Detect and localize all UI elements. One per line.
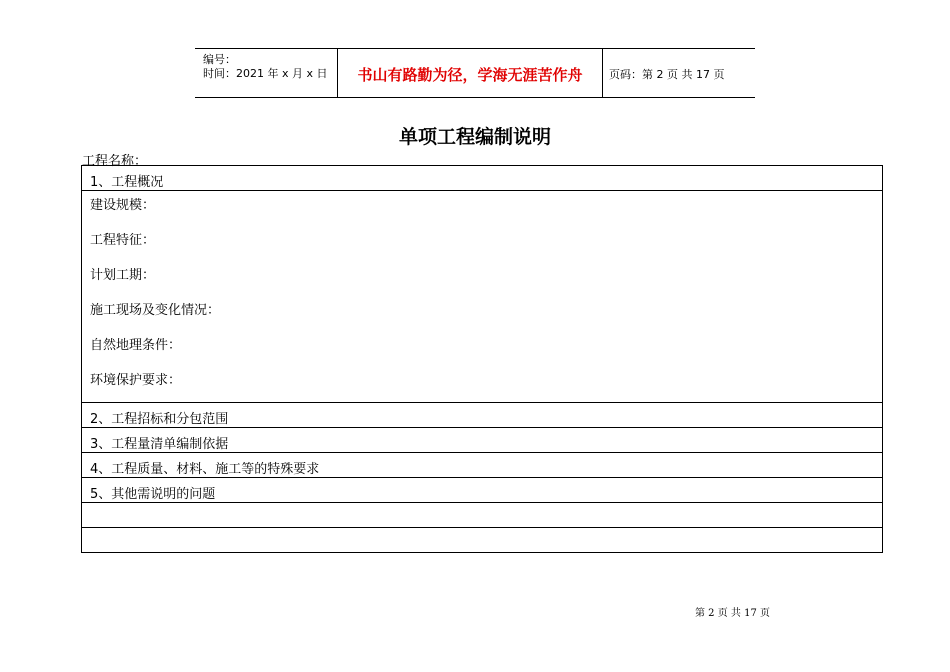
header-page-number: 页码：第 2 页 共 17 页	[609, 68, 725, 81]
header-motto-cell	[338, 49, 603, 97]
planned-duration-label: 计划工期：	[90, 268, 156, 283]
empty-row	[82, 528, 882, 552]
section-row-3	[82, 428, 882, 453]
section-3-heading: 3、工程量清单编制依据	[90, 437, 229, 452]
document-date-label: 时间：2021 年 x 月 x 日	[203, 67, 328, 80]
section-5-heading: 5、其他需说明的问题	[90, 487, 216, 502]
project-features-label: 工程特征：	[90, 233, 156, 248]
section-row-2	[82, 403, 882, 428]
description-table	[81, 165, 883, 553]
section-4-heading: 4、工程质量、材料、施工等的特殊要求	[90, 462, 320, 477]
section-row-1-body	[82, 191, 882, 403]
construction-scale-label: 建设规模：	[90, 198, 156, 213]
natural-geography-label: 自然地理条件：	[90, 338, 182, 353]
header-page-cell	[603, 49, 755, 97]
page-header	[195, 48, 755, 98]
header-motto: 书山有路勤为径，学海无涯苦作舟	[357, 66, 583, 84]
section-row-5	[82, 478, 882, 503]
section-row-1-heading	[82, 166, 882, 191]
document-number-label: 编号：	[203, 53, 236, 66]
section-row-4	[82, 453, 882, 478]
section-2-heading: 2、工程招标和分包范围	[90, 412, 229, 427]
page-title: 单项工程编制说明	[398, 126, 551, 148]
section-1-heading: 1、工程概况	[90, 175, 164, 190]
page-footer: 第 2 页 共 17 页	[695, 608, 770, 619]
site-conditions-label: 施工现场及变化情况：	[90, 303, 221, 318]
project-name-label: 工程名称：	[82, 154, 148, 169]
header-info-cell	[195, 49, 338, 97]
empty-row	[82, 503, 882, 528]
environmental-protection-label: 环境保护要求：	[90, 373, 182, 388]
